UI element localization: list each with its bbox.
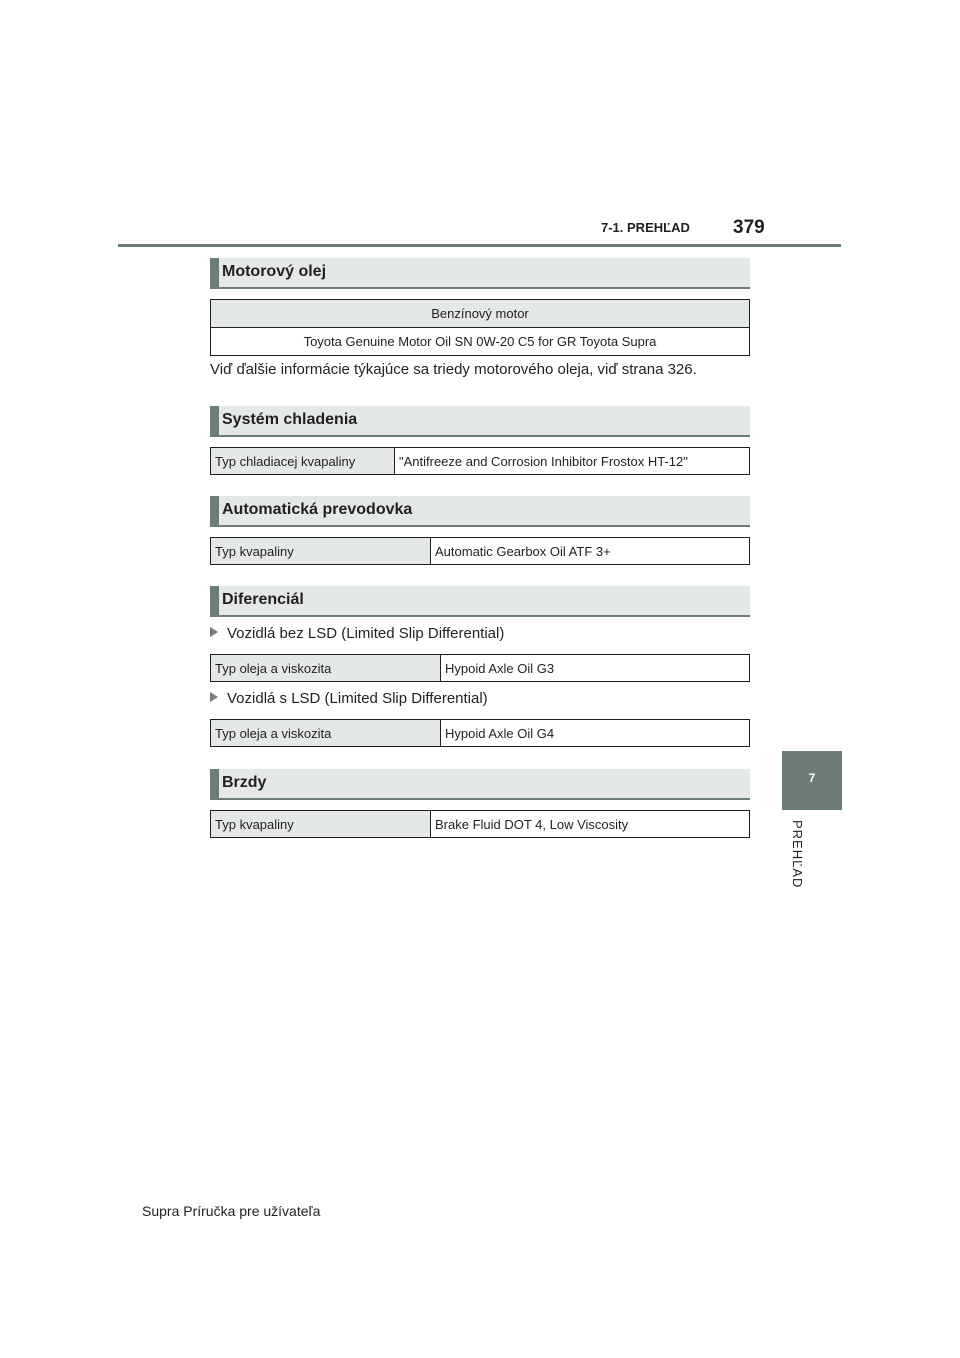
table-row (211, 448, 750, 475)
chapter-tab (782, 751, 842, 810)
section-title: Diferenciál (222, 591, 304, 608)
table-row (211, 720, 750, 747)
differential-table-no-lsd (210, 654, 750, 682)
section-differential (210, 586, 750, 617)
table-value-cell: Toyota Genuine Motor Oil SN 0W-20 C5 for GR Toyota Supra (211, 328, 750, 356)
table-label-cell: Typ oleja a viskozita (211, 655, 441, 682)
section-transmission (210, 496, 750, 527)
engine-oil-table (210, 299, 750, 356)
footer-title: Supra Príručka pre užívateľa (142, 1203, 321, 1219)
chapter-number: 7 (808, 771, 816, 785)
list-item (210, 625, 504, 642)
section-brakes (210, 769, 750, 800)
chapter-label: PREHĽAD (790, 820, 805, 889)
table-value-cell: Automatic Gearbox Oil ATF 3+ (431, 538, 750, 565)
engine-oil-note: Viď ďalšie informácie týkajúce sa triedy motorového oleja, viď strana 326. (210, 361, 697, 378)
table-label-cell: Typ chladiacej kvapaliny (211, 448, 395, 475)
section-engine-oil (210, 258, 750, 289)
table-header-cell: Benzínový motor (211, 300, 750, 328)
table-value-cell: Hypoid Axle Oil G4 (441, 720, 750, 747)
table-label-cell: Typ kvapaliny (211, 538, 431, 565)
table-row (211, 538, 750, 565)
table-row (211, 811, 750, 838)
table-label-cell: Typ oleja a viskozita (211, 720, 441, 747)
brakes-table (210, 810, 750, 838)
triangle-bullet-icon (210, 627, 218, 637)
transmission-table (210, 537, 750, 565)
triangle-bullet-icon (210, 692, 218, 702)
table-row (211, 655, 750, 682)
table-value-cell: Hypoid Axle Oil G3 (441, 655, 750, 682)
header-divider (118, 244, 841, 247)
table-value-cell: Brake Fluid DOT 4, Low Viscosity (431, 811, 750, 838)
section-title: Brzdy (222, 774, 267, 791)
page-number: 379 (733, 217, 765, 238)
section-header: 7-1. PREHĽAD (601, 220, 690, 235)
cooling-table (210, 447, 750, 475)
bullet-text: Vozidlá s LSD (Limited Slip Differential) (227, 690, 488, 707)
section-cooling (210, 406, 750, 437)
bullet-text: Vozidlá bez LSD (Limited Slip Differential) (227, 625, 505, 642)
table-row (211, 300, 750, 328)
table-value-cell: "Antifreeze and Corrosion Inhibitor Frostox HT-12" (395, 448, 750, 475)
list-item (210, 690, 488, 707)
section-title: Motorový olej (222, 263, 327, 280)
section-title: Automatická prevodovka (222, 501, 413, 518)
table-row (211, 328, 750, 356)
differential-table-lsd (210, 719, 750, 747)
table-label-cell: Typ kvapaliny (211, 811, 431, 838)
section-title: Systém chladenia (222, 411, 358, 428)
